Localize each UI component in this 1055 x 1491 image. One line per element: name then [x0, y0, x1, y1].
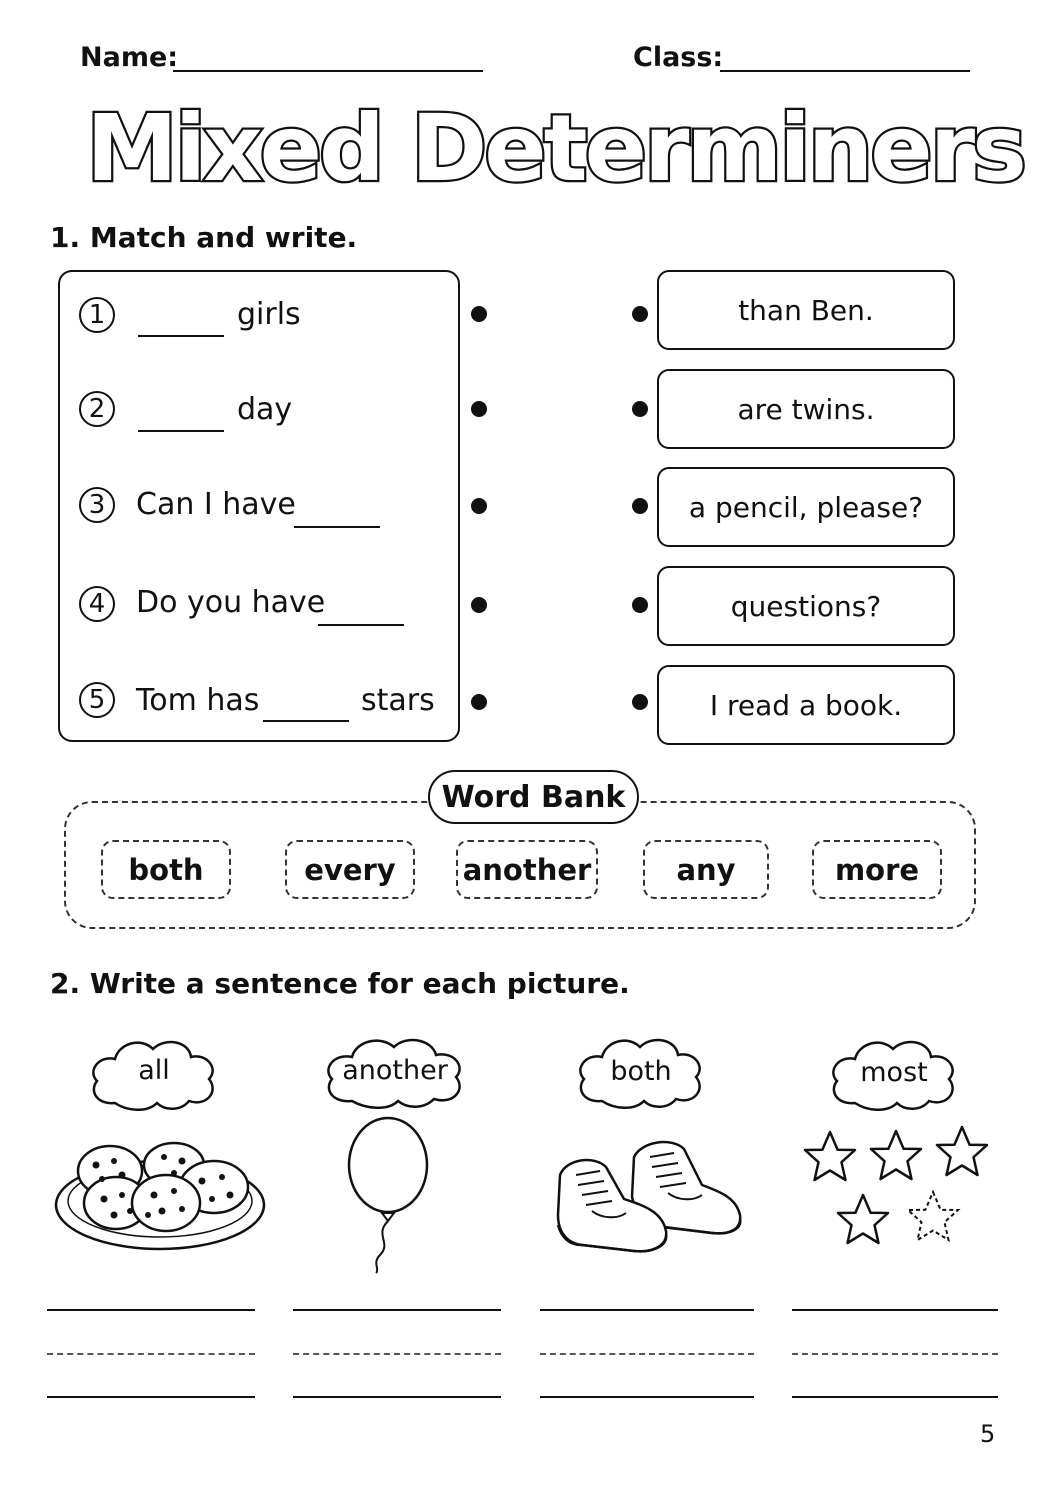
match-right-text: are twins. [737, 392, 875, 426]
writing-line[interactable] [47, 1396, 255, 1398]
match-dot-right[interactable] [632, 498, 648, 514]
writing-guide-line [792, 1353, 998, 1355]
match-right-text: a pencil, please? [688, 490, 924, 524]
match-right-box [657, 566, 955, 646]
writing-line[interactable] [540, 1309, 754, 1311]
answer-blank[interactable] [318, 622, 404, 626]
writing-line[interactable] [293, 1309, 501, 1311]
picture-word-both: both [610, 1056, 672, 1087]
answer-blank[interactable] [294, 524, 380, 528]
answer-blank[interactable] [138, 333, 224, 337]
match-right-box [657, 665, 955, 745]
match-dot-left[interactable] [471, 694, 487, 710]
cookies-plate-icon [52, 1135, 268, 1253]
writing-line[interactable] [47, 1309, 255, 1311]
word-bank-title: Word Bank [428, 770, 639, 824]
item-text-after: day [237, 392, 293, 427]
page-title-text: Mixed Determiners [86, 95, 1024, 202]
section-heading-match: 1. Match and write. [50, 221, 358, 254]
answer-blank[interactable] [138, 428, 224, 432]
item-number: 1 [79, 297, 115, 333]
class-label: Class: [633, 42, 724, 73]
word-chip-any[interactable]: any [643, 840, 769, 899]
page-number: 5 [980, 1420, 996, 1448]
picture-word-another: another [342, 1055, 448, 1086]
item-text-after: girls [237, 297, 301, 332]
item-text-before: Do you have [136, 585, 326, 620]
name-label: Name: [80, 42, 179, 73]
item-number: 5 [79, 682, 115, 718]
match-dot-right[interactable] [632, 694, 648, 710]
item-number: 4 [79, 586, 115, 622]
match-right-box [657, 270, 955, 350]
class-field[interactable] [720, 70, 970, 72]
match-right-box [657, 369, 955, 449]
section-heading-sentences: 2. Write a sentence for each picture. [50, 967, 630, 1000]
stars-icon [800, 1123, 996, 1253]
match-dot-right[interactable] [632, 597, 648, 613]
writing-line[interactable] [540, 1396, 754, 1398]
item-number: 3 [79, 487, 115, 523]
writing-line[interactable] [293, 1396, 501, 1398]
picture-word-most: most [860, 1057, 928, 1088]
balloon-icon [344, 1115, 434, 1275]
shoes-pair-icon [552, 1135, 748, 1261]
match-dot-left[interactable] [471, 306, 487, 322]
match-dot-left[interactable] [471, 498, 487, 514]
writing-line[interactable] [792, 1396, 998, 1398]
word-chip-another[interactable]: another [456, 840, 598, 899]
item-text-before: Tom has [136, 683, 260, 718]
word-chip-more[interactable]: more [812, 840, 942, 899]
match-right-text: questions? [730, 589, 882, 623]
match-dot-right[interactable] [632, 401, 648, 417]
writing-guide-line [47, 1353, 255, 1355]
match-dot-left[interactable] [471, 401, 487, 417]
name-field[interactable] [173, 70, 483, 72]
writing-guide-line [293, 1353, 501, 1355]
item-text-before: Can I have [136, 487, 296, 522]
writing-line[interactable] [792, 1309, 998, 1311]
picture-word-all: all [138, 1055, 170, 1086]
page-title [86, 88, 1024, 203]
match-right-text: than Ben. [738, 293, 874, 327]
item-number: 2 [79, 391, 115, 427]
word-chip-every[interactable]: every [285, 840, 415, 899]
match-dot-left[interactable] [471, 597, 487, 613]
match-right-box [657, 467, 955, 547]
item-text-after: stars [361, 683, 435, 718]
match-dot-right[interactable] [632, 306, 648, 322]
match-right-text: I read a book. [709, 688, 903, 722]
writing-guide-line [540, 1353, 754, 1355]
answer-blank[interactable] [263, 718, 349, 722]
word-chip-both[interactable]: both [101, 840, 231, 899]
